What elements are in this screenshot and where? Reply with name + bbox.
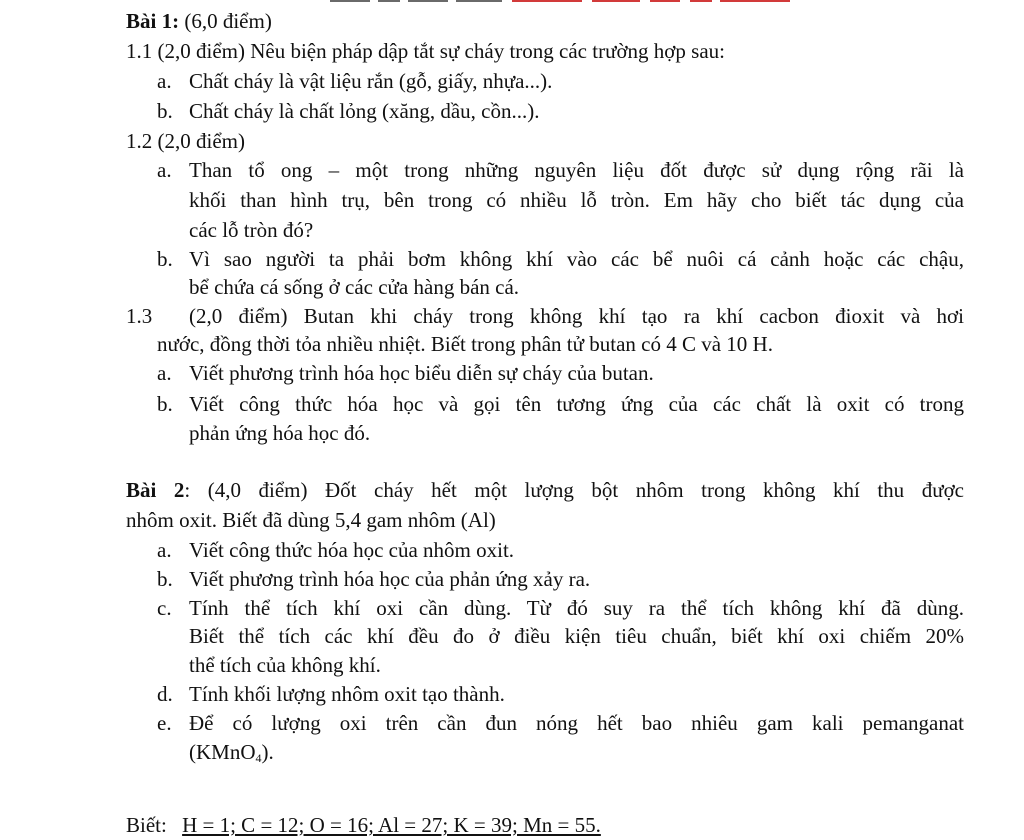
q12-a-line2: khối than hình trụ, bên trong có nhiều lỗ tròn. Em hãy cho biết tác dụng của [189, 188, 964, 212]
q11-a-text: Chất cháy là vật liệu rắn (gỗ, giấy, nhựa...). [189, 69, 553, 93]
q12-b-line1: Vì sao người ta phải bơm không khí vào các bể nuôi cá cảnh hoặc các chậu, [189, 247, 964, 271]
q12-a-label: a. [157, 158, 172, 182]
q11-a-label: a. [157, 69, 172, 93]
bai2-item-d [157, 679, 505, 709]
bai1-heading-score: (6,0 điểm) [184, 9, 272, 33]
kmno4-prefix: (KMnO [189, 740, 256, 764]
q13-a-text: Viết phương trình hóa học biểu diễn sự cháy của butan. [189, 361, 654, 385]
bai1-heading [126, 6, 272, 36]
bai2-item-b [157, 564, 590, 594]
q13-line2: nước, đồng thời tỏa nhiều nhiệt. Biết trong phân tử butan có 4 C và 10 H. [157, 332, 773, 356]
bai2-line2: nhôm oxit. Biết đã dùng 5,4 gam nhôm (Al) [126, 508, 496, 532]
q12-title: 1.2 (2,0 điểm) [126, 129, 245, 153]
bai2-a-text: Viết công thức hóa học của nhôm oxit. [189, 538, 515, 562]
q13-b-label: b. [157, 392, 173, 416]
bai2-line1 [126, 475, 964, 505]
q13-item-a [157, 358, 654, 388]
q11-item-b [157, 96, 539, 126]
bai2-c-line3: thể tích của không khí. [189, 653, 381, 677]
footer-values: H = 1; C = 12; O = 16; Al = 27; K = 39; Mn = 55. [182, 813, 601, 837]
q13-a-label: a. [157, 361, 172, 385]
q12-a-line3: các lỗ tròn đó? [189, 218, 314, 242]
bai2-c-label: c. [157, 596, 172, 620]
kmno4-subscript: 4 [255, 751, 262, 765]
bai2-c-line1: Tính thể tích khí oxi cần dùng. Từ đó suy ra thể tích không khí đã dùng. [189, 596, 964, 620]
q12-a-line1: Than tổ ong – một trong những nguyên liệu đốt được sử dụng rộng rãi là [189, 158, 964, 182]
q13-number: 1.3 [126, 304, 153, 328]
footer-label: Biết: [126, 813, 167, 837]
bai2-b-label: b. [157, 567, 173, 591]
q13-b-line1: Viết công thức hóa học và gọi tên tương ứng của các chất là oxit có trong [189, 392, 964, 416]
kmno4-suffix: ). [261, 740, 274, 764]
bai2-c-line2: Biết thể tích các khí đều đo ở điều kiện tiêu chuẩn, biết khí oxi chiếm 20% [189, 624, 964, 648]
q11-item-a [157, 66, 552, 96]
bai2-b-text: Viết phương trình hóa học của phản ứng xảy ra. [189, 567, 591, 591]
bai2-d-label: d. [157, 682, 173, 706]
bai2-e-line2 [189, 737, 274, 767]
footer-atomic-masses [126, 810, 601, 840]
bai2-heading-bold: Bài 2 [126, 478, 185, 502]
q12-b-label: b. [157, 247, 173, 271]
q11-title: 1.1 (2,0 điểm) Nêu biện pháp dập tắt sự cháy trong các trường hợp sau: [126, 39, 725, 63]
bai2-a-label: a. [157, 538, 172, 562]
q13-b-line2: phản ứng hóa học đó. [189, 421, 371, 445]
q11-b-label: b. [157, 99, 173, 123]
q13-line1: (2,0 điểm) Butan khi cháy trong không khí tạo ra khí cacbon đioxit và hơi [189, 304, 964, 328]
q11-b-text: Chất cháy là chất lỏng (xăng, dầu, cồn...). [189, 99, 540, 123]
bai2-e-line1: Để có lượng oxi trên cần đun nóng hết bao nhiêu gam kali pemanganat [189, 711, 964, 735]
bai2-line1-text: : (4,0 điểm) Đốt cháy hết một lượng bột nhôm trong không khí thu được [184, 478, 965, 502]
bai2-d-text: Tính khối lượng nhôm oxit tạo thành. [189, 682, 505, 706]
q12-b-line2: bể chứa cá sống ở các cửa hàng bán cá. [189, 275, 520, 299]
bai2-item-a [157, 535, 514, 565]
bai1-heading-bold: Bài 1: [126, 9, 180, 33]
bai2-e-label: e. [157, 711, 172, 735]
